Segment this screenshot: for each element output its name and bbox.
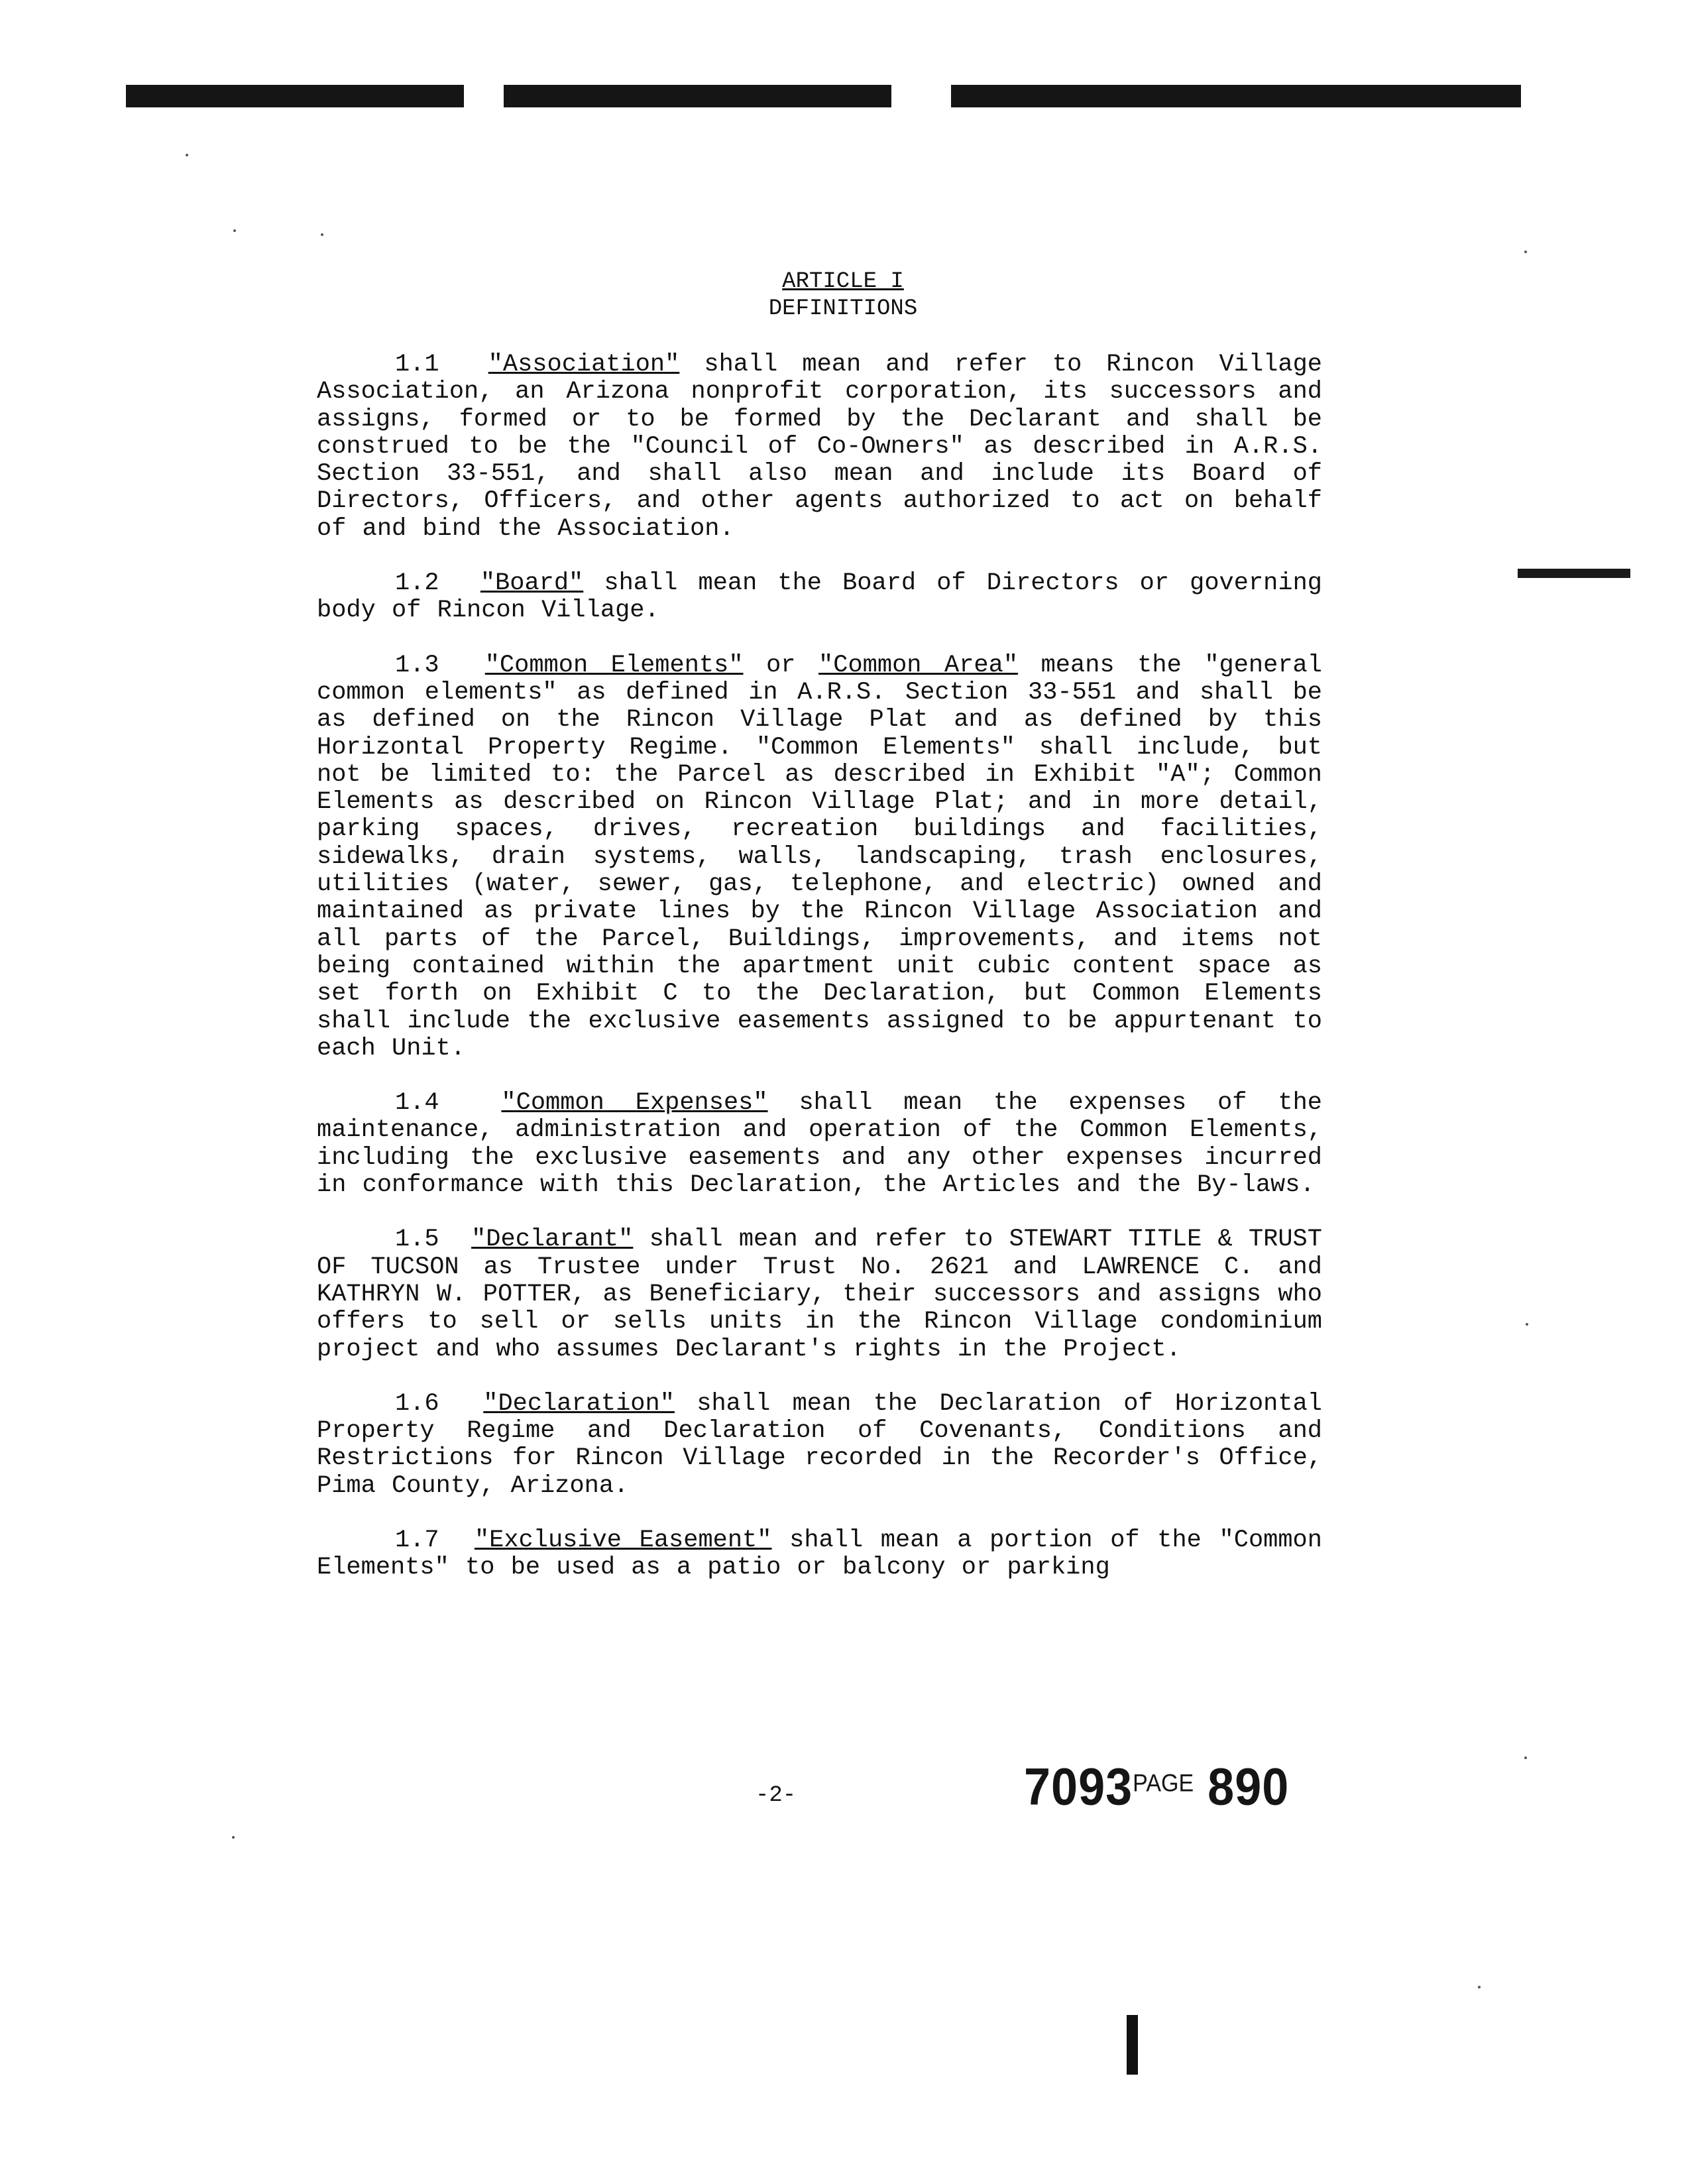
definition-1-7 [317,1527,1322,1582]
recording-page-label: PAGE [1133,1769,1194,1798]
definition-text: shall mean and refer to STEWART TITLE & TRUST OF TUCSON as Trustee under Trust No. 2621 and LAWRENCE C. and KATHRYN W. POTTER, as Beneficiary, their successors and assigns who offers to sell or sells units in the Rincon Village condominium project and who assumes Declarant's rights in the Project. [317,1226,1322,1363]
definition-text: shall mean a portion of the "Common Elements" to be used as a patio or balcony or parking [317,1526,1322,1582]
definition-1-5 [317,1226,1322,1363]
section-number: 1.6 [395,1389,439,1418]
defined-term: "Common Expenses" [501,1089,768,1118]
term-connector: or [766,651,796,679]
scan-border-notch [464,85,504,107]
scan-speck [186,154,188,156]
scan-margin-mark [1518,569,1630,578]
definition-text: shall mean the expenses of the maintenance, administration and operation of the Common Elements, including the exclusive easements and any other expenses incurred in conformance with this Declaration, the Articles and the By-laws. [317,1089,1322,1200]
definition-1-6 [317,1391,1322,1500]
article-subheading: DEFINITIONS [768,296,918,321]
definition-text: shall mean the Board of Directors or governing body of Rincon Village. [317,569,1322,625]
defined-term: "Exclusive Easement" [474,1526,772,1554]
definition-text: means the "general common elements" as defined in A.R.S. Section 33-551 and shall be as defined on the Rincon Village Plat and as defined by this Horizontal Property Regime. "Common Elements" shall include, but not be limited to: the Parcel as described in Exhibit "A"; Common Elements as described on Rincon Village Plat; and in more detail, parking spaces, drives, recreation buildings and facilities, sidewalks, drain systems, walls, landscaping, trash enclosures, utilities (water, sewer, gas, telephone, and electric) owned and maintained as private lines by the Rincon Village Association and all parts of the Parcel, Buildings, improvements, and items not being contained within the apartment unit cubic content space as set forth on Exhibit C to the Declaration, but Common Elements shall include the exclusive easements assigned to be appurtenant to each Unit. [317,651,1322,1063]
scan-top-border [126,85,1521,107]
definition-1-4 [317,1090,1322,1199]
definition-1-2 [317,570,1322,625]
scan-border-notch [891,85,951,107]
scan-speck [1478,1986,1481,1988]
section-number: 1.7 [395,1526,439,1554]
defined-term: "Declarant" [471,1226,634,1254]
scan-speck [233,229,236,232]
defined-term: "Board" [480,569,584,598]
recording-stamp [1024,1757,1289,1817]
scan-speck [1524,251,1527,253]
section-number: 1.2 [395,569,439,598]
section-number: 1.1 [395,351,439,378]
article-heading: ARTICLE I [782,269,904,294]
section-number: 1.5 [395,1226,439,1254]
recording-book: 7093 [1024,1758,1133,1816]
scan-speck [321,233,323,236]
scan-speck [1526,1323,1528,1326]
definition-text: shall mean and refer to Rincon Village Association, an Arizona nonprofit corporation, its successors and assigns, formed or to be formed by the Declarant and shall be construed to be the "Council of Co-Owners" as described in A.R.S. Section 33-551, and shall also mean and include its Board of Directors, Officers, and other agents authorized to act on behalf of and bind the Association. [317,351,1322,543]
recording-page: 890 [1208,1758,1290,1816]
scan-margin-mark [1127,2015,1138,2075]
definition-1-1 [317,351,1322,543]
document-body [317,351,1322,1609]
section-number: 1.3 [395,651,439,679]
definition-text: shall mean the Declaration of Horizontal Property Regime and Declaration of Covenants, Conditions and Restrictions for Rincon Village recorded in the Recorder's Office, Pima County, Arizona. [317,1389,1322,1500]
defined-term: "Declaration" [483,1389,675,1418]
defined-term: "Common Area" [818,651,1019,679]
scan-speck [1524,1756,1527,1759]
defined-term: "Association" [488,351,680,378]
definition-1-3 [317,652,1322,1063]
scan-speck [232,1836,235,1839]
section-number: 1.4 [395,1089,439,1118]
page-number: -2- [756,1783,797,1808]
defined-term: "Common Elements" [484,651,744,679]
